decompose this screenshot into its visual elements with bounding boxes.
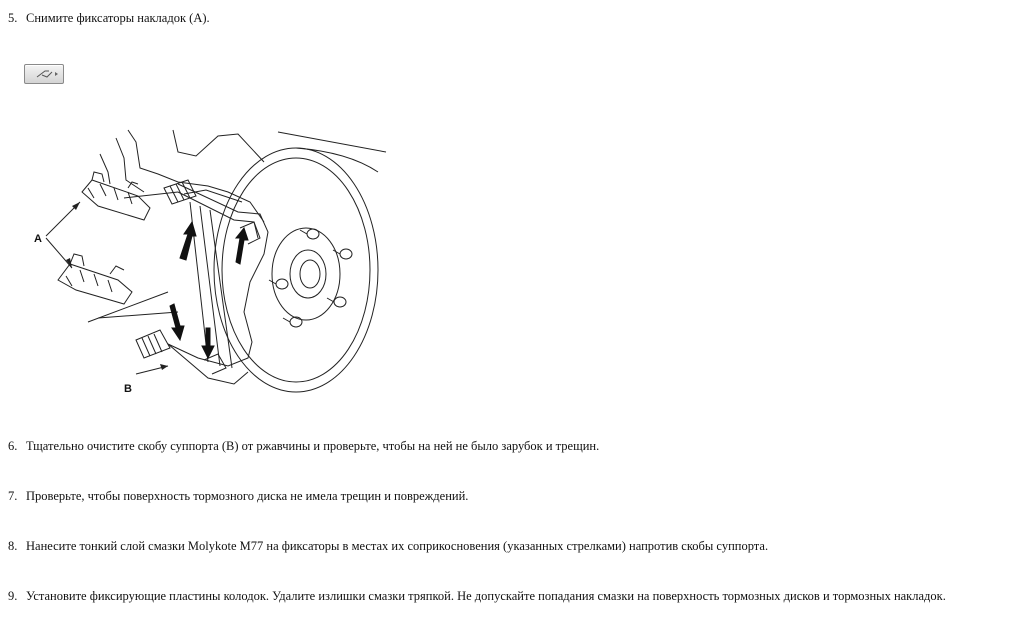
step-5 bbox=[8, 10, 210, 26]
drawing-tool-icon bbox=[25, 65, 63, 83]
label-a: A bbox=[34, 233, 42, 245]
brake-disc-outer bbox=[214, 148, 378, 392]
step-number: 8. bbox=[8, 539, 18, 553]
brake-caliper-diagram bbox=[28, 122, 398, 402]
arrow-upper-left bbox=[180, 222, 196, 260]
tool-button[interactable] bbox=[24, 64, 64, 84]
step-8 bbox=[8, 538, 768, 554]
retainer-upper bbox=[82, 180, 150, 220]
arrow-lower-left bbox=[170, 304, 184, 340]
step-number: 6. bbox=[8, 439, 18, 453]
label-b: B bbox=[124, 383, 132, 395]
step-text: Снимите фиксаторы накладок (A). bbox=[26, 11, 210, 25]
step-number: 9. bbox=[8, 589, 18, 603]
step-9 bbox=[8, 588, 946, 604]
step-text: Тщательно очистите скобу суппорта (B) от ржавчины и проверьте, чтобы на ней не было зарубок и трещин. bbox=[26, 439, 600, 453]
arrow-upper-right bbox=[236, 228, 248, 264]
step-text: Нанесите тонкий слой смазки Molykote M77 на фиксаторы в местах их соприкосновения (указанных стрелками) напротив скобы суппорта. bbox=[26, 539, 769, 553]
step-text: Проверьте, чтобы поверхность тормозного диска не имела трещин и повреждений. bbox=[26, 489, 469, 503]
arrow-lower-right bbox=[202, 328, 214, 358]
step-7 bbox=[8, 488, 468, 504]
step-text: Установите фиксирующие пластины колодок. Удалите излишки смазки тряпкой. Не допускайте попадания смазки на поверхность тормозных дисков и тормозных накладок. bbox=[26, 589, 946, 603]
step-number: 5. bbox=[8, 11, 18, 25]
hub bbox=[272, 228, 340, 320]
step-number: 7. bbox=[8, 489, 18, 503]
step-6 bbox=[8, 438, 599, 454]
retainer-lower bbox=[58, 264, 132, 304]
